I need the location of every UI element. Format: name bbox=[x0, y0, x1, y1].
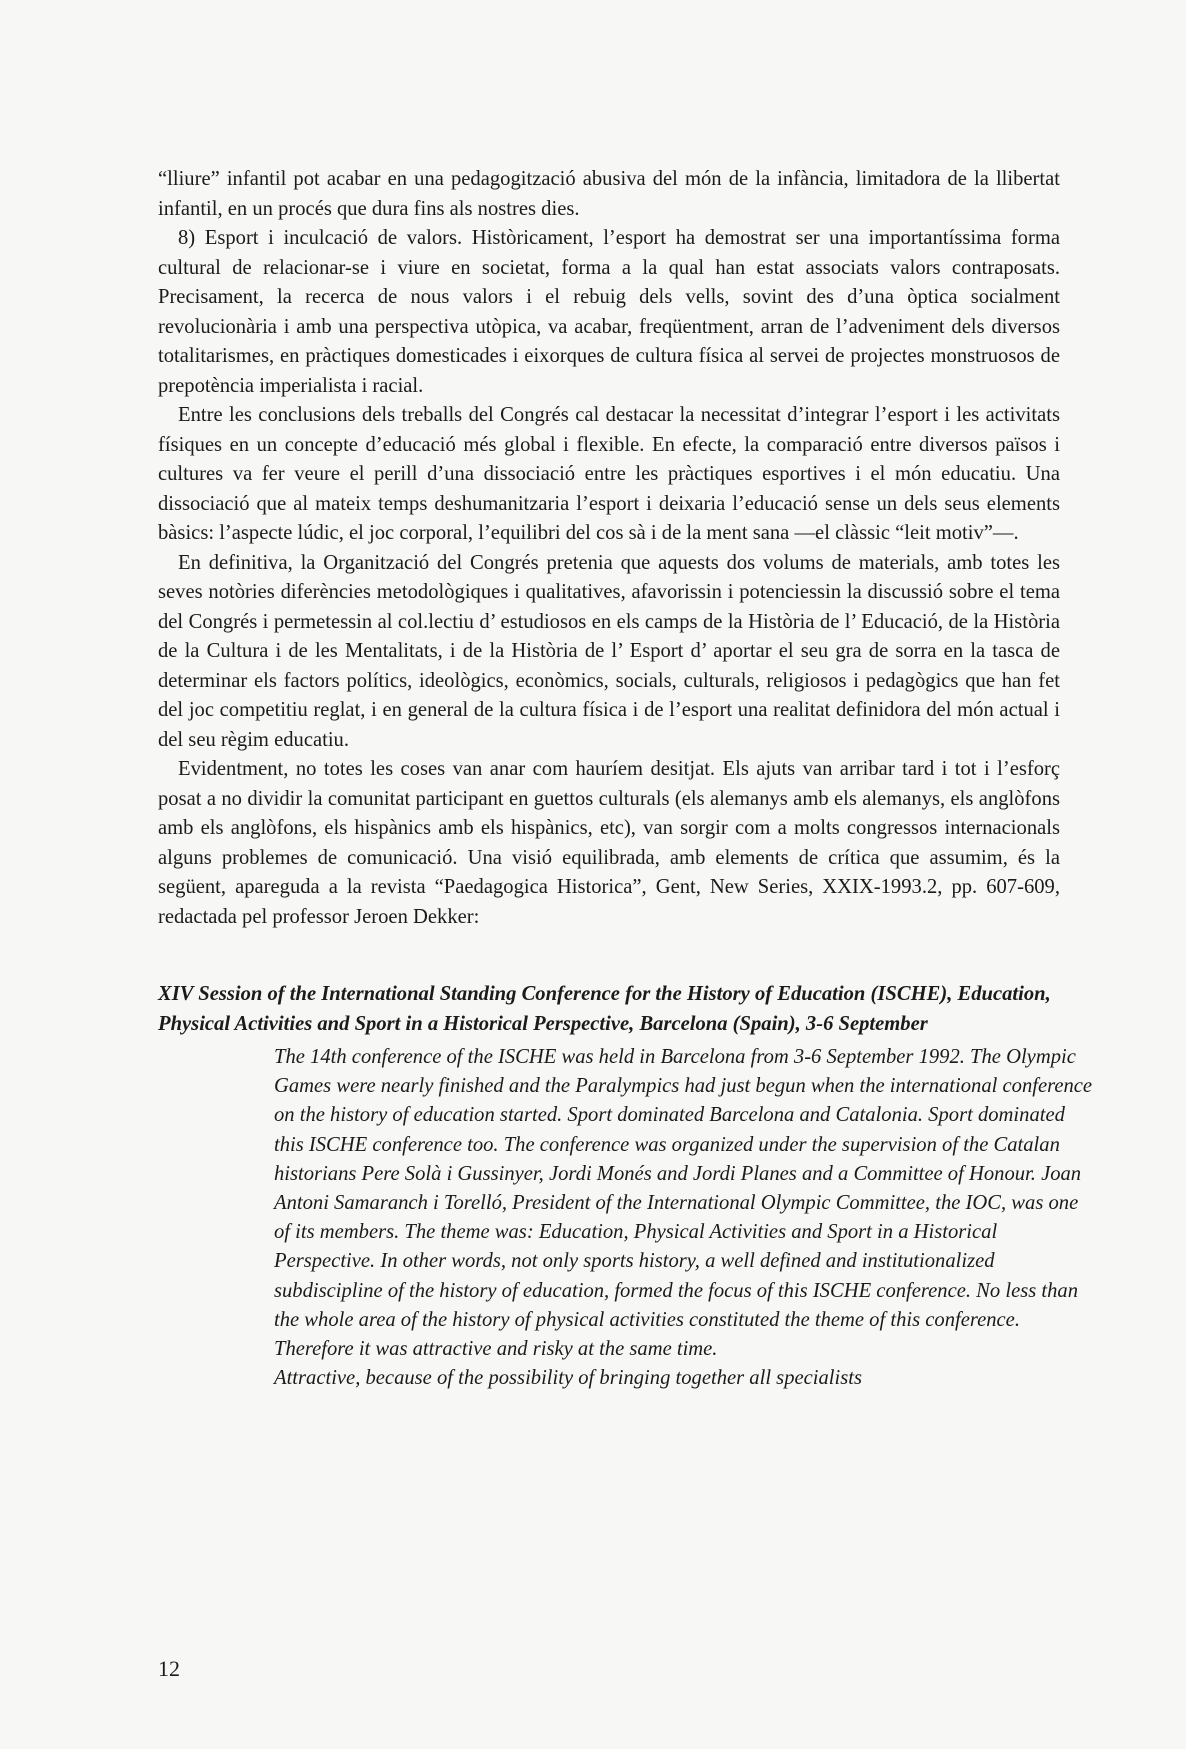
paragraph-4: En definitiva, la Organització del Congrés pretenia que aquests dos volums de materials, amb totes les seves notòries diferències metodològiques i qualitatives, afavorissin i potenciessin la discussió sobre el tema del Congrés i permetessin al col.lectiu d’ estudiosos en els camps de la Història de l’ Educació, de la Història de la Cultura i de les Mentalitats, i de la Història de l’ Esport d’ aportar el seu gra de sorra en la tasca de determinar els factors polítics, ideològics, econòmics, socials, culturals, religiosos i pedagògics que han fet del joc competitiu reglat, i en general de la cultura física i de l’esport una realitat definidora del món actual i del seu règim educatiu. bbox=[158, 551, 1060, 751]
page-number: 12 bbox=[158, 1656, 180, 1681]
quote-paragraph-2: Attractive, because of the possibility of bringing together all specialists bbox=[274, 1367, 862, 1390]
paragraph-5: Evidentment, no totes les coses van anar com hauríem desitjat. Els ajuts van arribar tard i tot i l’esforç posat a no dividir la comunitat participant en guettos culturals (els alemanys amb els alemanys, els anglòfons amb els anglòfons, els hispànics amb els hispànics, etc), van sorgir com a molts congressos internacionals alguns problemes de comunicació. Una visió equilibrada, amb elements de crítica que assumim, és la següent, apareguda a la revista “Paedagogica Historica”, Gent, New Series, XXIX-1993.2, pp. 607-609, redactada pel professor Jeroen Dekker: bbox=[158, 758, 1060, 928]
paragraph-2: 8) Esport i inculcació de valors. Històricament, l’esport ha demostrat ser una importantíssima forma cultural de relacionar-se i viure en societat, forma a la qual han estat associats valors contraposats. Precisament, la recerca de nous valors i el rebuig dels vells, sovint des d’una òptica socialment revolucionària i amb una perspectiva utòpica, va acabar, freqüentment, arran de l’adveniment dels diversos totalitarismes, en pràctiques domesticades i eixorques de cultura física al servei de projectes monstruosos de prepotència imperialista i racial. bbox=[158, 227, 1060, 397]
section-heading: XIV Session of the International Standing Conference for the History of Education (ISCHE), Education, Physical Activities and Sport in a Historical Perspective, Barcelona (Spain), 3-6 September bbox=[158, 983, 1051, 1035]
page-body bbox=[158, 165, 1093, 1393]
paragraph-3: Entre les conclusions dels treballs del Congrés cal destacar la necessitat d’integrar l’esport i les activitats físiques en un concepte d’educació més global i flexible. En efecte, la comparació entre diversos països i cultures va fer veure el perill d’una dissociació entre les pràctiques esportives i el món educatiu. Una dissociació que al mateix temps deshumanitzaria l’esport i deixaria l’educació sense un dels seus elements bàsics: l’aspecte lúdic, el joc corporal, l’equilibri del cos sà i de la ment sana —el clàssic “leit motiv”—. bbox=[158, 404, 1060, 544]
block-quote bbox=[274, 1043, 1096, 1393]
quote-paragraph-1: The 14th conference of the ISCHE was held in Barcelona from 3-6 September 1992. The Olympic Games were nearly finished and the Paralympics had just begun when the international conference on the history of education started. Sport dominated Barcelona and Catalonia. Sport dominated this ISCHE conference too. The conference was organized under the supervision of the Catalan historians Pere Solà i Gussinyer, Jordi Monés and Jordi Planes and a Committee of Honour. Joan Antoni Samaranch i Torelló, President of the International Olympic Committee, the IOC, was one of its members. The theme was: Education, Physical Activities and Sport in a Historical Perspective. In other words, not only sports history, a well defined and institutionalized subdiscipline of the history of education, formed the focus of this ISCHE conference. No less than the whole area of the history of physical activities constituted the theme of this conference. Therefore it was attractive and risky at the same time. bbox=[274, 1046, 1093, 1361]
paragraph-1: “lliure” infantil pot acabar en una pedagogització abusiva del món de la infància, limitadora de la llibertat infantil, en un procés que dura fins als nostres dies. bbox=[158, 168, 1060, 220]
